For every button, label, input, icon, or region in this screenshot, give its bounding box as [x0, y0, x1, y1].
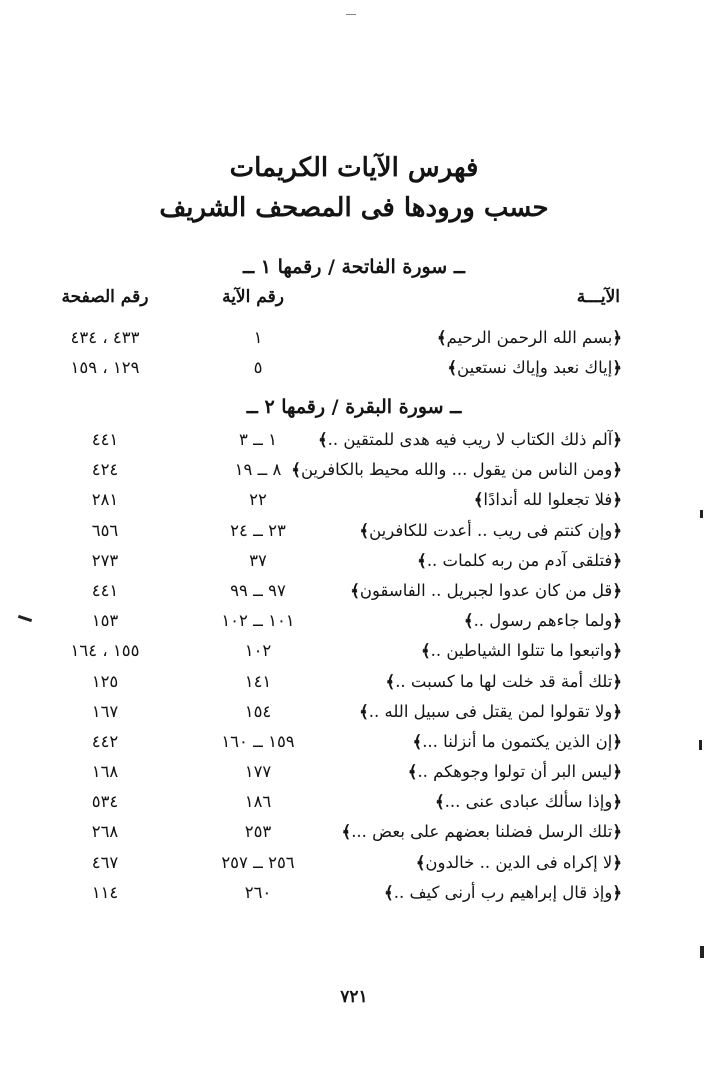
column-header-page-number: رقم الصفحة: [61, 287, 149, 307]
page-ref: ٢٨١: [91, 490, 119, 510]
ayah-number: ١٠١ ــ ١٠٢: [221, 611, 295, 631]
table-row: [0, 787, 708, 817]
ayah-number: ٥: [253, 358, 263, 378]
ayah-text: ﴿وإذ قال إبراهيم رب أرنى كيف ..﴾: [384, 882, 622, 902]
page-ref: ١١٤: [91, 882, 119, 902]
ayah-number: ١٨٦: [244, 792, 272, 812]
table-row: [0, 455, 708, 485]
page-ref: ١٦٨: [91, 762, 119, 782]
table-row: [0, 636, 708, 666]
page-ref: ١٢٥: [91, 671, 119, 691]
surah-baqarah-rows: [0, 425, 708, 908]
ayah-number: ١٥٤: [244, 701, 272, 721]
scan-mark: [700, 946, 704, 958]
scan-mark: [699, 740, 702, 750]
ayah-text: ﴿وإن كنتم فى ريب .. أعدت للكافرين﴾: [359, 520, 622, 540]
page-number: ٧٢١: [340, 987, 368, 1007]
page-ref: ١٥٣: [91, 611, 119, 631]
column-header-ayah-number: رقم الآية: [222, 287, 284, 307]
ayah-text: ﴿آلم ذلك الكتاب لا ريب فيه هدى للمتقين ..﴾: [318, 430, 622, 449]
ayah-text: ﴿تلك أمة قد خلت لها ما كسبت ..﴾: [385, 671, 622, 691]
table-row: [0, 817, 708, 847]
ayah-number: ١٧٧: [244, 762, 272, 782]
table-row: [0, 576, 708, 606]
page-ref: ٤٤١: [91, 580, 119, 600]
table-row: [0, 323, 708, 353]
page-ref: ٤٣٣ ، ٤٣٤: [70, 328, 140, 347]
ayah-number: ٣٧: [249, 550, 267, 570]
column-header-ayah: الآيـــة: [576, 287, 620, 307]
ayah-text: ﴿إن الذين يكتمون ما أنزلنا ...﴾: [412, 731, 622, 751]
ayah-number: ٢٦٠: [244, 882, 272, 902]
table-row: [0, 485, 708, 515]
table-row: [0, 697, 708, 727]
table-row: [0, 727, 708, 757]
table-row: [0, 425, 708, 455]
ayah-text: ﴿تلك الرسل فضلنا بعضهم على بعض ...﴾: [341, 822, 622, 842]
page-ref: ٢٦٨: [91, 822, 119, 842]
ayah-text: ﴿ومن الناس من يقول ... والله محيط بالكافرين﴾: [291, 460, 622, 480]
ayah-text: ﴿وإذا سألك عبادى عنى ...﴾: [434, 792, 622, 812]
page-ref: ١٦٧: [91, 701, 119, 721]
ayah-number: ١ ــ ٣: [239, 430, 277, 449]
page-ref: ٤٢٤: [91, 460, 119, 480]
page-ref: ٤٦٧: [91, 852, 119, 872]
page-title: فهرس الآيات الكريمات: [229, 153, 479, 183]
scan-mark: [700, 510, 703, 518]
ayah-text: ﴿قل من كان عدوا لجبريل .. الفاسقون﴾: [350, 580, 622, 600]
ayah-text: ﴿فلا تجعلوا لله أندادًا﴾: [473, 490, 622, 510]
ayah-number: ٢٣ ــ ٢٤: [230, 520, 286, 540]
ayah-number: ١: [253, 328, 263, 347]
table-row: [0, 353, 708, 383]
ayah-number: ٨ ــ ١٩: [234, 460, 282, 480]
surah-heading-baqarah: ــ سورة البقرة / رقمها ٢ ــ: [246, 396, 462, 418]
page-ref: ٦٥٦: [91, 520, 119, 540]
ayah-number: ١٥٩ ــ ١٦٠: [221, 731, 295, 751]
table-row: [0, 516, 708, 546]
ayah-number: ١٤١: [244, 671, 272, 691]
table-row: [0, 848, 708, 878]
table-row: [0, 757, 708, 787]
page-ref: ٢٧٣: [91, 550, 119, 570]
ayah-number: ٢٥٦ ــ ٢٥٧: [221, 852, 295, 872]
top-mark: [346, 14, 356, 15]
ayah-number: ٩٧ ــ ٩٩: [230, 580, 286, 600]
page-ref: ١٥٥ ، ١٦٤: [70, 641, 140, 661]
ayah-number: ٢٢: [249, 490, 267, 510]
table-row: [0, 546, 708, 576]
ayah-number: ٢٥٣: [244, 822, 272, 842]
ayah-text: ﴿لا إكراه فى الدين .. خالدون﴾: [415, 852, 622, 872]
ayah-text: ﴿بسم الله الرحمن الرحيم﴾: [436, 328, 622, 347]
ayah-text: ﴿ولا تقولوا لمن يقتل فى سبيل الله ..﴾: [359, 701, 622, 721]
page-subtitle: حسب ورودها فى المصحف الشريف: [159, 193, 549, 223]
table-row: [0, 606, 708, 636]
page-ref: ٤٤٢: [91, 731, 119, 751]
surah-fatiha-rows: [0, 323, 708, 383]
ayah-text: ﴿إياك نعبد وإياك نستعين﴾: [447, 358, 622, 378]
page-ref: ٥٣٤: [91, 792, 119, 812]
table-row: [0, 667, 708, 697]
ayah-number: ١٠٢: [244, 641, 272, 661]
ayah-text: ﴿ليس البر أن تولوا وجوهكم ..﴾: [407, 762, 622, 782]
surah-heading-fatiha: ــ سورة الفاتحة / رقمها ١ ــ: [243, 256, 465, 278]
ayah-text: ﴿واتبعوا ما تتلوا الشياطين ..﴾: [420, 641, 622, 661]
table-row: [0, 878, 708, 908]
ayah-text: ﴿فتلقى آدم من ربه كلمات ..﴾: [417, 550, 622, 570]
ayah-text: ﴿ولما جاءهم رسول ..﴾: [463, 611, 622, 631]
page-ref: ١٢٩ ، ١٥٩: [70, 358, 140, 378]
page-ref: ٤٤١: [91, 430, 119, 449]
